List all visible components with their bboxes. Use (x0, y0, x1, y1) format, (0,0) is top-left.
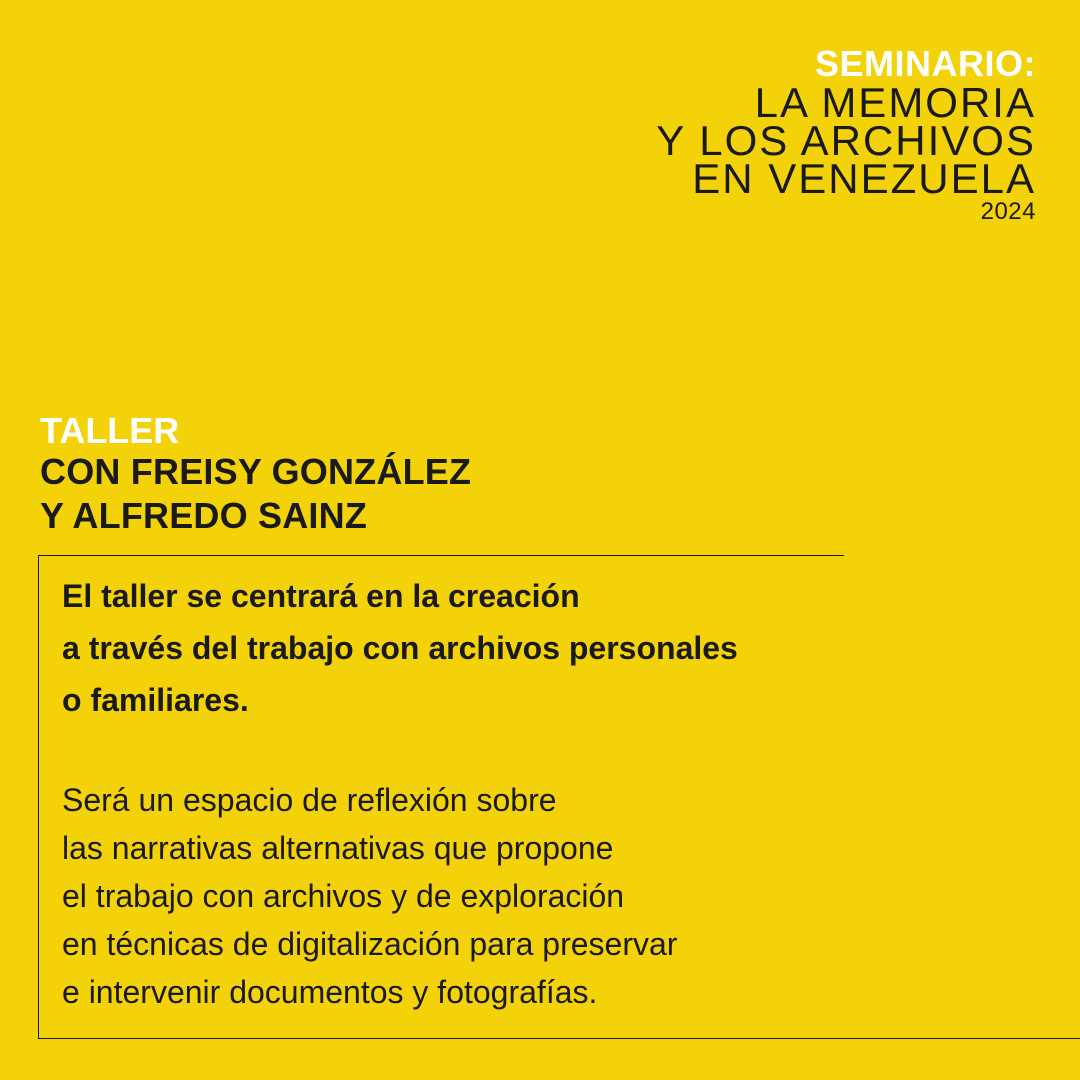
workshop-hosts-line-1: CON FREISY GONZÁLEZ (40, 451, 472, 492)
workshop-hosts-line-2: Y ALFREDO SAINZ (40, 495, 368, 536)
workshop-description (62, 570, 1042, 1016)
description-line-4: en técnicas de digitalización para preservar (62, 926, 678, 962)
description-bold-line-3: o familiares. (62, 682, 249, 718)
frame-left-rule (38, 555, 39, 1039)
seminar-header (436, 44, 1036, 224)
workshop-label: TALLER (40, 410, 180, 451)
frame-top-rule (38, 555, 844, 556)
seminar-title-line-3: EN VENEZUELA (692, 155, 1036, 202)
seminar-title-line-1: LA MEMORIA (754, 79, 1036, 126)
description-line-3: el trabajo con archivos y de exploración (62, 878, 625, 914)
seminar-title-line-2: Y LOS ARCHIVOS (656, 117, 1036, 164)
workshop-heading (40, 412, 740, 538)
description-bold-line-1: El taller se centrará en la creación (62, 578, 580, 614)
description-bold-line-2: a través del trabajo con archivos personales (62, 630, 738, 666)
description-line-2: las narrativas alternativas que propone (62, 830, 614, 866)
seminar-kicker: SEMINARIO: (815, 43, 1036, 84)
frame-bottom-rule (38, 1038, 1080, 1039)
paragraph-spacer (62, 726, 1042, 776)
seminar-year: 2024 (980, 198, 1036, 225)
description-line-1: Será un espacio de reflexión sobre (62, 782, 557, 818)
description-line-5: e intervenir documentos y fotografías. (62, 974, 598, 1010)
